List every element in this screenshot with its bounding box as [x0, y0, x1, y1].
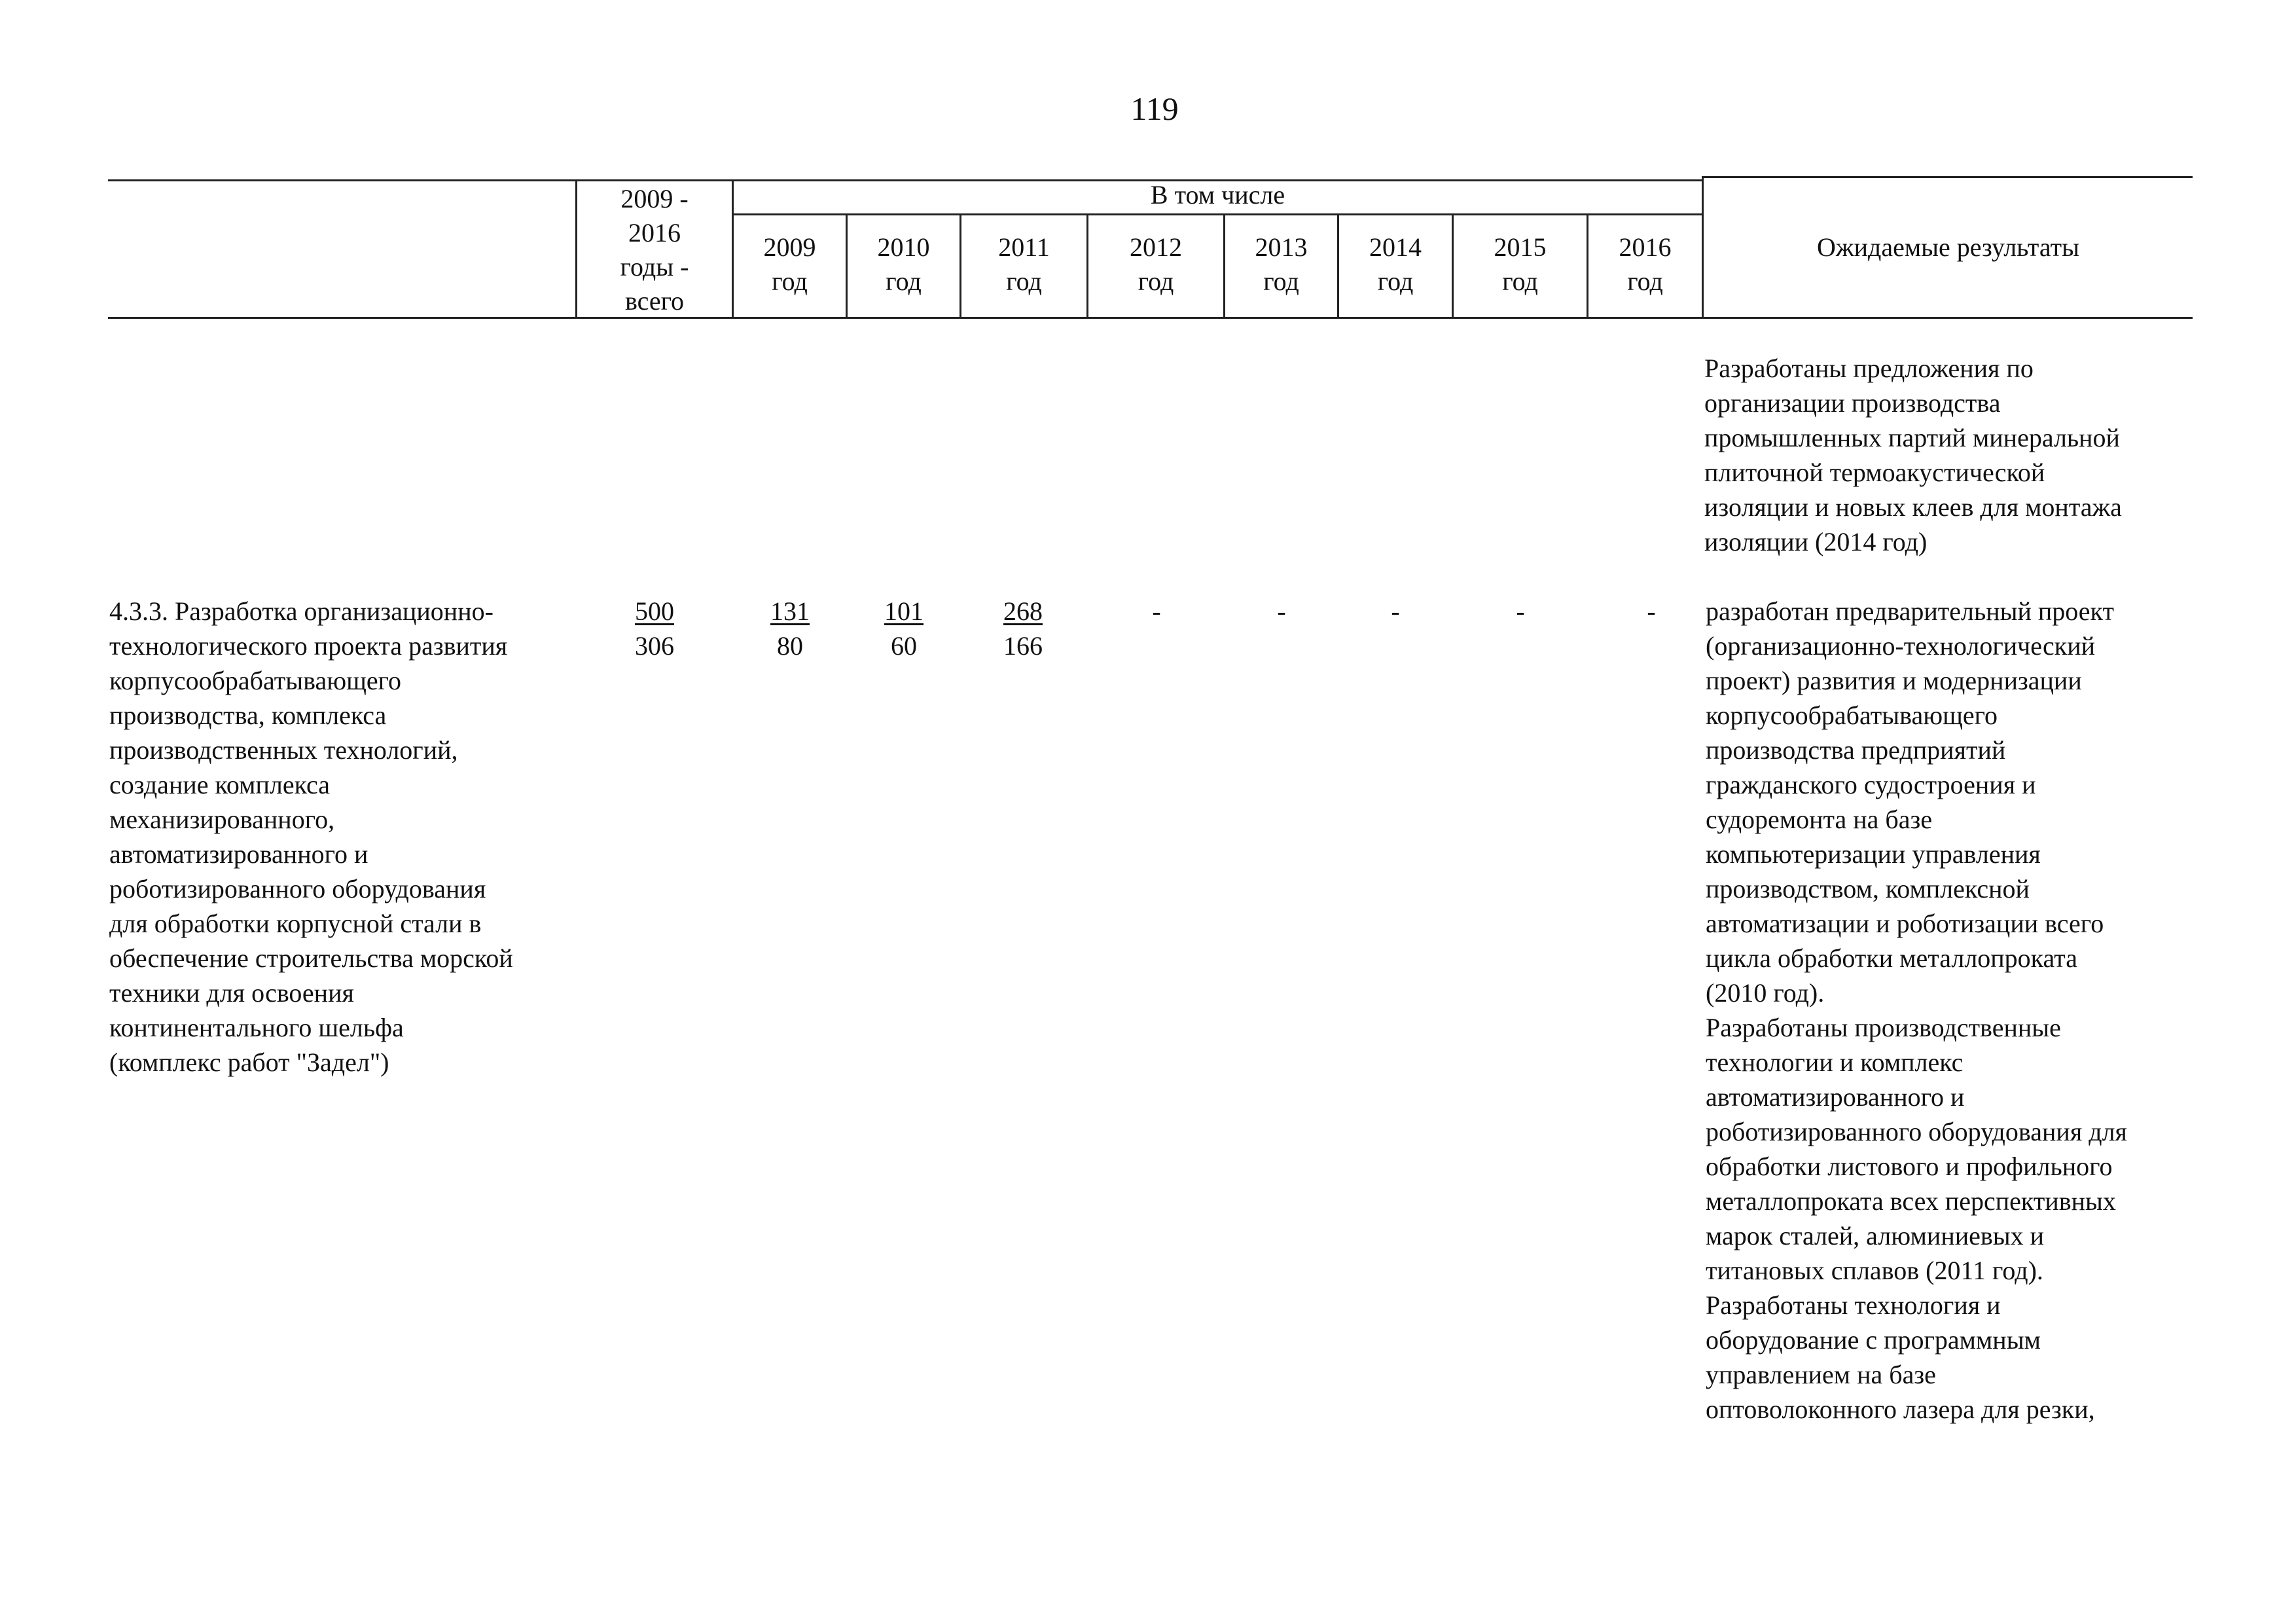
value-2015-dash: - — [1516, 596, 1525, 626]
row-description: 4.3.3. Разработка организационно- технологического проекта развития корпусообрабатывающего производства, комплекса производственных технологий, создание комплекса механизированного, автоматизированного и роботизированного оборудования для обработки корпусной стали в обеспечение строительства морской техники для освоения континентального шельфа (комплекс работ "Задел") — [109, 596, 513, 1077]
value-2016-dash: - — [1647, 596, 1656, 626]
total-value-bottom: 306 — [635, 631, 674, 661]
total-value-top: 500 — [635, 596, 674, 626]
header-expected-results: Ожидаемые результаты — [1817, 232, 2079, 262]
value-2009 — [761, 594, 819, 663]
value-2009-top: 131 — [770, 596, 810, 626]
header-year-2016: 2016 год — [1619, 232, 1672, 296]
total-value — [625, 594, 684, 663]
header-year-2015: 2015 год — [1494, 232, 1547, 296]
header-year-2009: 2009 год — [763, 232, 816, 296]
header-year-2014: 2014 год — [1369, 232, 1422, 296]
header-top-line-right — [1702, 176, 2193, 178]
header-total-period: 2009 - 2016 годы - всего — [620, 184, 689, 316]
value-2014-dash: - — [1391, 596, 1400, 626]
value-2011-top: 268 — [1003, 596, 1043, 626]
page-number: 119 — [1130, 90, 1179, 127]
value-2010 — [874, 594, 933, 663]
value-2011-bottom: 166 — [1003, 631, 1043, 661]
header-year-2011: 2011 год — [998, 232, 1050, 296]
subheader-line — [732, 213, 1702, 215]
header-year-2012: 2012 год — [1130, 232, 1182, 296]
header-bottom-line — [108, 317, 2193, 319]
header-year-2013: 2013 год — [1255, 232, 1308, 296]
value-2009-bottom: 80 — [777, 631, 803, 661]
row-results-continued: Разработаны предложения по организации производства промышленных партий минеральной плиточной термоакустической изоляции и новых клеев для монтажа изоляции (2014 год) — [1704, 354, 2122, 556]
header-year-2010: 2010 год — [877, 232, 930, 296]
header-including: В том числе — [1150, 180, 1285, 210]
value-2010-top: 101 — [884, 596, 924, 626]
row-expected-results: разработан предварительный проект (организационно-технологический проект) развития и модернизации корпусообрабатывающего производства предприятий гражданского судостроения и судоремонта на базе компьютеризации управления производством, комплексной автоматизации и роботизации всего цикла обработки металлопроката (2010 год). Разработаны производственные технологии и комплекс автоматизированного и роботизированного оборудования для обработки листового и профильного металлопроката всех перспективных марок сталей, алюминиевых и титановых сплавов (2011 год). Разработаны технология и оборудование с программным управлением на базе оптоволоконного лазера для резки, — [1706, 596, 2127, 1424]
value-2010-bottom: 60 — [891, 631, 917, 661]
value-2011 — [994, 594, 1052, 663]
value-2013-dash: - — [1277, 596, 1286, 626]
value-2012-dash: - — [1152, 596, 1161, 626]
